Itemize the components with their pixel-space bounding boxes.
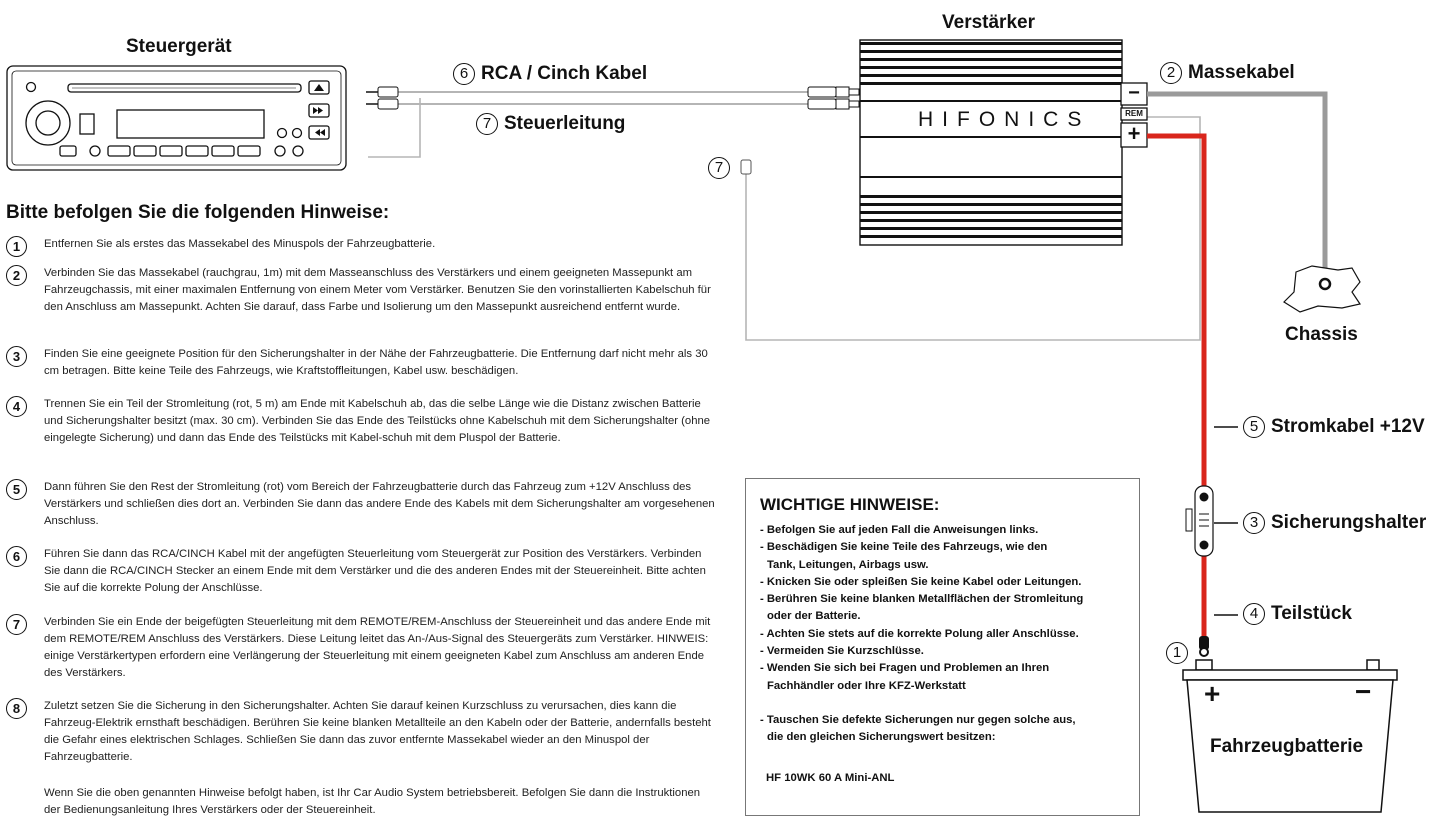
warning-line: - Knicken Sie oder spleißen Sie keine Kabel oder Leitungen. (760, 575, 1082, 588)
step-number: 6 (6, 546, 27, 567)
leader-lines (1214, 427, 1238, 615)
label-remote-small-number: 7 (708, 157, 730, 179)
warning-line: - Achten Sie stets auf die korrekte Polung aller Anschlüsse. (760, 627, 1079, 640)
label-fuse-text: Sicherungshalter (1271, 512, 1427, 534)
warning-line: - Wenden Sie sich bei Fragen und Problemen an Ihren (760, 662, 1050, 675)
head-unit-button-glyphs (313, 84, 325, 136)
step-text: Entfernen Sie als erstes das Massekabel des Minuspols der Fahrzeugbatterie. (44, 238, 436, 250)
warnings-box (745, 478, 1140, 816)
warning-line: Fachhändler oder Ihre KFZ-Werkstatt (767, 679, 966, 692)
chassis-symbol (1284, 266, 1360, 312)
warning-line: - Berühren Sie keine blanken Metallflächen der Stromleitung (760, 593, 1084, 606)
ground-cable (1147, 94, 1325, 283)
power-cable (1147, 136, 1204, 638)
step-text: Zuletzt setzen Sie die Sicherung in den Sicherungshalter. Achten Sie darauf keinen Kurzschluss zu verursachen, dies kann die Fahrzeug-Elektrik ernsthaft beschädigen. Berühren Sie keine blanken Metallteile an den Kabeln oder der Batterie, andernfalls besteht die Gefahr eines elektrischen Schlages. Schließen Sie dann das zuvor entfernte Massekabel wieder an den Minuspol der Fahrzeugbatterie. (44, 700, 711, 763)
label-chassis: Chassis (1285, 324, 1358, 345)
label-ground-number: 2 (1160, 62, 1182, 84)
label-fuse-number: 3 (1243, 512, 1265, 534)
step-text: Führen Sie dann das RCA/CINCH Kabel mit der angefügten Steuerleitung vom Steuergerät zur Position des Verstärkers. Verbinden Sie dann die RCA/CINCH Stecker an einem Ende mit dem Verstärker und die des anderen Endes mit der Steuereinheit. Bitte achten Sie auf die korrekte Polung der Anschlüsse. (44, 548, 706, 594)
warning-line (760, 695, 1135, 712)
label-rca-cable (453, 63, 647, 85)
label-fuse-holder (1243, 512, 1426, 534)
label-ground-text: Massekabel (1188, 62, 1295, 84)
label-segment-text: Teilstück (1271, 603, 1352, 625)
warning-line: - Tauschen Sie defekte Sicherungen nur gegen solche aus, (760, 713, 1076, 726)
amplifier (860, 40, 1147, 245)
label-ground-cable (1160, 62, 1295, 84)
battery-title: Fahrzeugbatterie (1210, 736, 1364, 757)
warning-line: oder der Batterie. (767, 610, 861, 623)
warning-line: - Beschädigen Sie keine Teile des Fahrzeugs, wie den (760, 541, 1048, 554)
battery-minus-sign: − (1355, 676, 1372, 707)
label-remote-number: 7 (476, 113, 498, 135)
step-number: 3 (6, 346, 27, 367)
label-power-number: 5 (1243, 416, 1265, 438)
warnings-title: WICHTIGE HINWEISE: (760, 495, 940, 514)
step-number: 1 (6, 236, 27, 257)
step-number: 8 (6, 698, 27, 719)
label-segment (1243, 603, 1352, 625)
step-text: Trennen Sie ein Teil der Stromleitung (rot, 5 m) am Ende mit Kabelschuh ab, das die selbe Länge wie die Distanz zwischen Batterie und Sicherungshalter besitzt (max. 30 cm). Verbinden Sie das Ende des Teilstücks ohne Kabelschuh mit dem Sicherungshalter (ohne eingelegte Sicherung) und dann das Ende des Teilstücks mit Kabel-schuh mit dem Pluspol der Batterie. (44, 398, 711, 444)
step-text: Finden Sie eine geeignete Position für den Sicherungshalter in der Nähe der Fahrzeugbatterie. Die Entfernung darf nicht mehr als 30 cm betragen. Bitte keine Teile des Fahrzeugs, wie Kraftstoffleitungen, Kabel usw. beschädigen. (44, 348, 708, 377)
step-text: Verbinden Sie ein Ende der beigefügten Steuerleitung mit dem REMOTE/REM-Anschluss der Steuereinheit und das andere Ende mit dem REMOTE/REM Anschluss des Verstärkers. Diese Leitung leitet das An-/Aus-Signal des Steuergeräts zum Verstärker. HINWEIS: einige Verstärkertypen erfordern eine Verlängerung der Steuerleitung mit einem geeigneten Kabel zum Anschluss am anderen Ende des Verstärkers. (44, 616, 711, 679)
label-remote-text: Steuerleitung (504, 113, 626, 135)
rca-cables (366, 87, 859, 109)
amp-minus-terminal: − (1128, 82, 1140, 104)
label-power-cable (1243, 416, 1425, 438)
head-unit-title: Steuergerät (126, 36, 232, 57)
label-battery-terminal (1166, 642, 1194, 664)
label-segment-number: 4 (1243, 603, 1265, 625)
warning-line: Tank, Leitungen, Airbags usw. (767, 558, 929, 571)
amplifier-title: Verstärker (942, 12, 1035, 33)
step-number: 4 (6, 396, 27, 417)
fuse-spec: HF 10WK 60 A Mini-ANL (766, 772, 895, 784)
label-battery-number: 1 (1166, 642, 1188, 664)
warning-line: die den gleichen Sicherungswert besitzen: (767, 731, 996, 744)
step-text: Verbinden Sie das Massekabel (rauchgrau, 1m) mit dem Masseanschluss des Verstärkers und einem geeigneten Massepunkt am Fahrzeugchassis, mit einer maximalen Entfernung von einem Meter vom Verstärker. Benutzen Sie den vorinstallierten Kabelschuh für den Anschluss am Massepunkt. Achten Sie darauf, dass Farbe und Isolierung um den Massepunkt ausreichend entfernt wurde. (44, 267, 711, 313)
closing-text: Wenn Sie die oben genannten Hinweise befolgt haben, ist Ihr Car Audio System betriebsbereit. Befolgen Sie dann die Instruktionen der Bedienungsanleitung Ihres Verstärkers oder der Steuereinheit. (44, 787, 701, 816)
step-number: 5 (6, 479, 27, 500)
battery-plus-sign: + (1204, 678, 1221, 709)
label-remote-small (708, 157, 736, 179)
step-text: Dann führen Sie den Rest der Stromleitung (rot) vom Bereich der Fahrzeugbatterie durch das Fahrzeug zum +12V Anschluss des Verstärkers und schließen dies dort an. Verbinden Sie dann das andere Ende des Kabels mit dem Sicherungshalter am vorgesehenen Anschluss. (44, 481, 715, 527)
instructions-heading: Bitte befolgen Sie die folgenden Hinweise: (6, 202, 390, 223)
amp-brand-logo: HIFONICS (918, 108, 1091, 131)
head-unit (7, 66, 346, 170)
battery-lug (1199, 636, 1209, 656)
warning-line: - Befolgen Sie auf jeden Fall die Anweisungen links. (760, 524, 1039, 536)
label-rca-number: 6 (453, 63, 475, 85)
step-number: 7 (6, 614, 27, 635)
amp-rem-terminal: REM (1125, 109, 1143, 118)
fuse-holder (1186, 486, 1213, 556)
label-rca-text: RCA / Cinch Kabel (481, 63, 648, 85)
label-power-text: Stromkabel +12V (1271, 416, 1425, 438)
step-number: 2 (6, 265, 27, 286)
label-remote-wire (476, 113, 625, 135)
warning-line: - Vermeiden Sie Kurzschlüsse. (760, 645, 924, 658)
warnings-list (760, 522, 1135, 747)
amp-plus-terminal: + (1127, 121, 1141, 146)
